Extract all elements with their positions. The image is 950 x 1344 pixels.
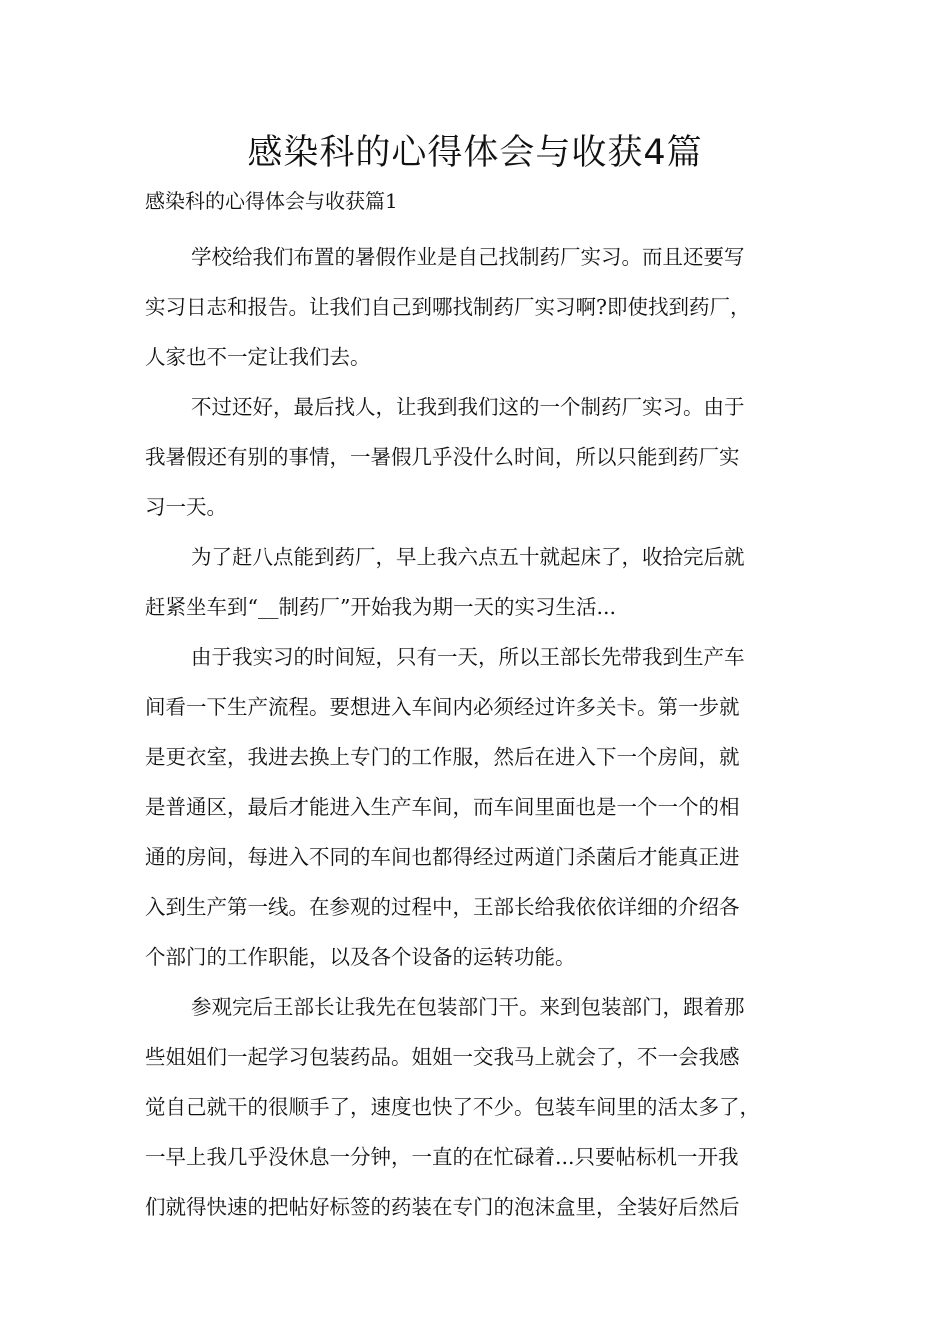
paragraph-2 <box>145 382 810 532</box>
paragraph-line: 我暑假还有别的事情，一暑假几乎没什么时间，所以只能到药厂实 <box>145 445 740 469</box>
paragraph-line: 个部门的工作职能，以及各个设备的运转功能。 <box>145 945 576 969</box>
paragraph-line: 不过还好，最后找人，让我到我们这的一个制药厂实习。由于 <box>191 395 745 419</box>
paragraph-line: 是普通区，最后才能进入生产车间，而车间里面也是一个一个的相 <box>145 795 740 819</box>
paragraph-line: 一早上我几乎没休息一分钟，一直的在忙碌着...只要帖标机一开我 <box>145 1145 739 1169</box>
paragraph-4 <box>145 632 810 982</box>
paragraph-line: 觉自己就干的很顺手了，速度也快了不少。包装车间里的活太多了， <box>145 1095 760 1119</box>
paragraph-line: 习一天。 <box>145 495 227 519</box>
paragraph-line: 们就得快速的把帖好标签的药装在专门的泡沫盒里，全装好后然后 <box>145 1195 740 1219</box>
paragraph-line: 赶紧坐车到“__制药厂”开始我为期一天的实习生活... <box>145 595 617 619</box>
paragraph-3 <box>145 532 810 632</box>
paragraph-line: 通的房间，每进入不同的车间也都得经过两道门杀菌后才能真正进 <box>145 845 740 869</box>
section-heading: 感染科的心得体会与收获篇1 <box>145 189 398 213</box>
document-title: 感染科的心得体会与收获4篇 <box>247 133 703 173</box>
paragraph-line: 间看一下生产流程。要想进入车间内必须经过许多关卡。第一步就 <box>145 695 740 719</box>
document-body <box>145 232 810 1232</box>
paragraph-line: 人家也不一定让我们去。 <box>145 345 371 369</box>
paragraph-line: 为了赶八点能到药厂，早上我六点五十就起床了，收拾完后就 <box>191 545 745 569</box>
paragraph-line: 学校给我们布置的暑假作业是自己找制药厂实习。而且还要写 <box>191 245 745 269</box>
paragraph-line: 入到生产第一线。在参观的过程中，王部长给我依依详细的介绍各 <box>145 895 740 919</box>
paragraph-line: 些姐姐们一起学习包装药品。姐姐一交我马上就会了，不一会我感 <box>145 1045 740 1069</box>
paragraph-line: 参观完后王部长让我先在包装部门干。来到包装部门，跟着那 <box>191 995 745 1019</box>
paragraph-line: 由于我实习的时间短，只有一天，所以王部长先带我到生产车 <box>191 645 745 669</box>
paragraph-5 <box>145 982 810 1232</box>
paragraph-1 <box>145 232 810 382</box>
paragraph-line: 实习日志和报告。让我们自己到哪找制药厂实习啊?即使找到药厂， <box>145 295 751 319</box>
paragraph-line: 是更衣室，我进去换上专门的工作服，然后在进入下一个房间，就 <box>145 745 740 769</box>
